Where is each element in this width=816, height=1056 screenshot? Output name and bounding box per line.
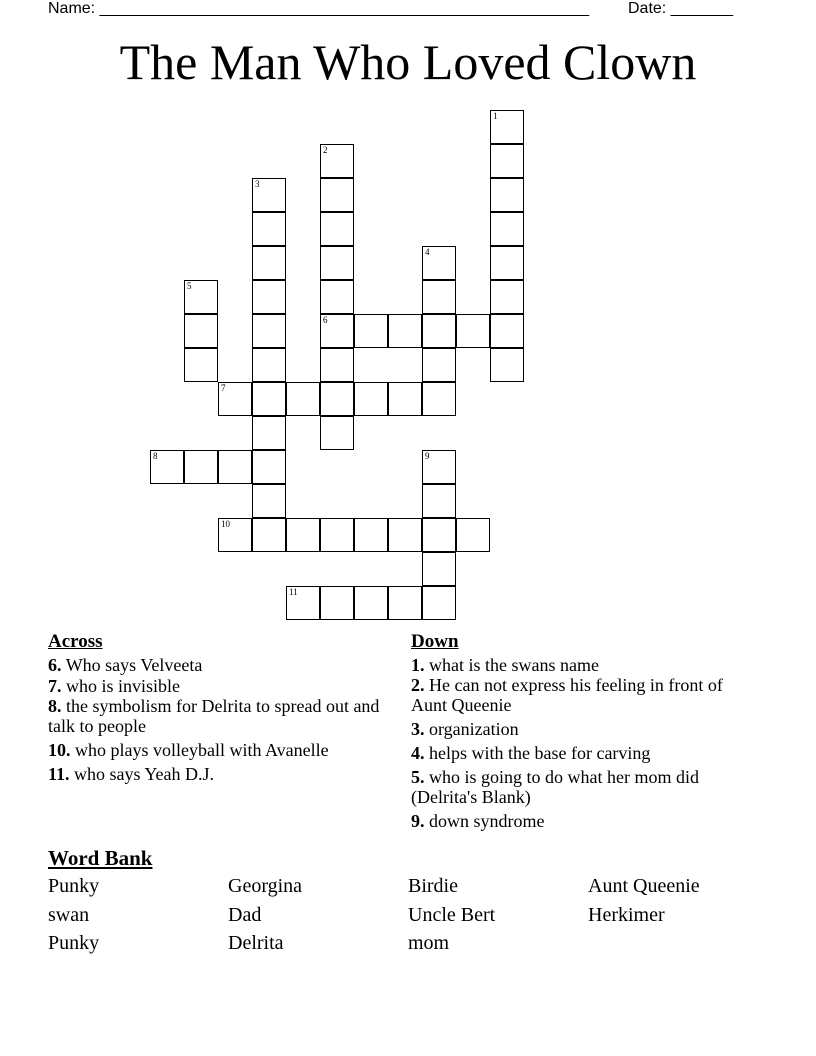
grid-cell[interactable] [184, 280, 218, 314]
grid-cell[interactable] [422, 450, 456, 484]
grid-cell[interactable] [354, 314, 388, 348]
grid-cell[interactable] [422, 280, 456, 314]
clue-down-9: 9. down syndrome [411, 811, 545, 831]
clue-across-7: 7. who is invisible [48, 676, 181, 696]
clue-down-2: 2. He can not express his feeling in front of Aunt Queenie [411, 675, 723, 715]
grid-cell[interactable] [354, 518, 388, 552]
grid-cell[interactable] [320, 586, 354, 620]
word-bank-word: Uncle Bert [408, 904, 496, 926]
grid-cell[interactable] [184, 450, 218, 484]
name-field[interactable]: Name: _______________________________________________________ [48, 0, 589, 17]
word-bank-word: Herkimer [588, 904, 665, 926]
clue-number: 6 [323, 315, 328, 325]
date-field[interactable]: Date: _______ [628, 0, 733, 17]
word-bank-word: Punky [48, 875, 100, 897]
grid-cell[interactable] [422, 552, 456, 586]
down-clues [411, 631, 751, 835]
grid-cell[interactable] [184, 348, 218, 382]
clue-down-3: 3. organization [411, 719, 519, 739]
word-bank-word: Delrita [228, 932, 284, 954]
clue-number: 8 [153, 451, 158, 461]
grid-cell[interactable] [490, 110, 524, 144]
grid-cell[interactable] [320, 314, 354, 348]
grid-cell[interactable] [320, 280, 354, 314]
clue-across-10: 10. who plays volleyball with Avanelle [48, 740, 329, 760]
clue-down-1: 1. what is the swans name [411, 655, 599, 675]
grid-cell[interactable] [388, 586, 422, 620]
grid-cell[interactable] [252, 280, 286, 314]
clue-number: 4 [425, 247, 430, 257]
grid-cell[interactable] [422, 382, 456, 416]
grid-cell[interactable] [320, 382, 354, 416]
grid-cell[interactable] [218, 450, 252, 484]
grid-cell[interactable] [252, 348, 286, 382]
grid-cell[interactable] [184, 314, 218, 348]
grid-cell[interactable] [320, 348, 354, 382]
word-bank-word: Georgina [228, 875, 303, 897]
clue-across-8: 8. the symbolism for Delrita to spread out and talk to people [48, 696, 380, 736]
clue-number: 2 [323, 145, 328, 155]
grid-cell[interactable] [286, 382, 320, 416]
grid-cell[interactable] [252, 314, 286, 348]
grid-cell[interactable] [456, 518, 490, 552]
grid-cell[interactable] [252, 450, 286, 484]
grid-cell[interactable] [320, 246, 354, 280]
grid-cell[interactable] [252, 416, 286, 450]
grid-cell[interactable] [490, 246, 524, 280]
clue-down-4: 4. helps with the base for carving [411, 743, 651, 763]
across-heading: Across [48, 631, 103, 652]
grid-cell[interactable] [286, 586, 320, 620]
clue-number: 1 [493, 111, 498, 121]
grid-cell[interactable] [320, 518, 354, 552]
clue-number: 3 [255, 179, 260, 189]
grid-cell[interactable] [150, 450, 184, 484]
grid-cell[interactable] [252, 382, 286, 416]
grid-cell[interactable] [218, 518, 252, 552]
word-bank-word: Punky [48, 932, 100, 954]
word-bank-word: Dad [228, 904, 262, 926]
grid-cell[interactable] [252, 518, 286, 552]
grid-cell[interactable] [388, 314, 422, 348]
clue-number: 9 [425, 451, 430, 461]
grid-cell[interactable] [320, 178, 354, 212]
word-bank-word: Aunt Queenie [588, 875, 700, 897]
grid-cell[interactable] [422, 586, 456, 620]
clue-across-11: 11. who says Yeah D.J. [48, 764, 215, 784]
grid-cell[interactable] [354, 586, 388, 620]
grid-cell[interactable] [388, 382, 422, 416]
grid-cell[interactable] [422, 246, 456, 280]
grid-cell[interactable] [456, 314, 490, 348]
grid-cell[interactable] [490, 348, 524, 382]
grid-cell[interactable] [354, 382, 388, 416]
grid-cell[interactable] [320, 212, 354, 246]
grid-cell[interactable] [422, 484, 456, 518]
clue-number: 7 [221, 383, 226, 393]
grid-cell[interactable] [490, 178, 524, 212]
across-clues [48, 631, 388, 788]
grid-cell[interactable] [286, 518, 320, 552]
grid-cell[interactable] [490, 280, 524, 314]
clue-number: 10 [221, 519, 230, 529]
grid-cell[interactable] [490, 144, 524, 178]
word-bank-word: swan [48, 904, 90, 926]
grid-cell[interactable] [490, 314, 524, 348]
word-bank-heading: Word Bank [48, 846, 153, 870]
grid-cell[interactable] [252, 178, 286, 212]
clue-number: 11 [289, 587, 298, 597]
grid-cell[interactable] [422, 348, 456, 382]
grid-cell[interactable] [320, 144, 354, 178]
grid-cell[interactable] [490, 212, 524, 246]
page-title: The Man Who Loved Clown [119, 34, 697, 90]
word-bank-word: mom [408, 932, 450, 954]
clue-across-6: 6. Who says Velveeta [48, 655, 203, 675]
down-heading: Down [411, 631, 459, 652]
grid-cell[interactable] [218, 382, 252, 416]
word-bank-word: Birdie [408, 875, 458, 897]
grid-cell[interactable] [252, 484, 286, 518]
clue-down-5: 5. who is going to do what her mom did (Delrita's Blank) [411, 767, 699, 807]
grid-cell[interactable] [422, 314, 456, 348]
grid-cell[interactable] [252, 246, 286, 280]
grid-cell[interactable] [320, 416, 354, 450]
grid-cell[interactable] [388, 518, 422, 552]
grid-cell[interactable] [422, 518, 456, 552]
clue-number: 5 [187, 281, 192, 291]
grid-cell[interactable] [252, 212, 286, 246]
